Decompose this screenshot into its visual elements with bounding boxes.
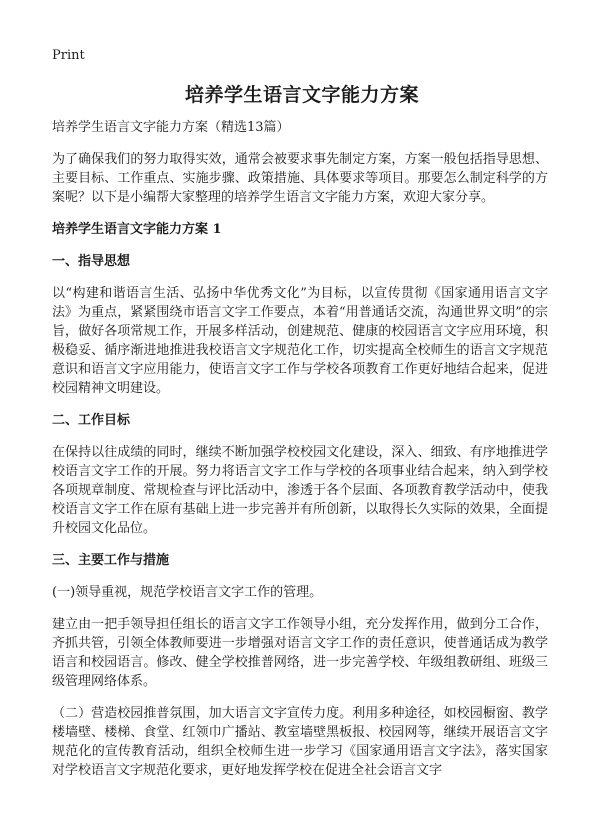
section-title: 培养学生语言文字能力方案 1 xyxy=(52,222,222,237)
heading-work-goals: 二、工作目标 xyxy=(52,413,131,428)
paragraph-leadership-detail: 建立由一把手领导担任组长的语言文字工作领导小组，充分发挥作用，做到分工合作，齐抓共管，引领全体教师要进一步增强对语言文字工作的责任意识，使普通话成为教学语言和校园语言。修改、健全学校推普网络，进一步完善学校、年级组教研组、班级三级管理网络体系。 xyxy=(52,617,548,689)
subtitle: 培养学生语言文字能力方案（精选13篇） xyxy=(52,120,290,135)
print-button[interactable]: Print xyxy=(52,48,85,63)
intro-paragraph: 为了确保我们的努力取得实效，通常会被要求事先制定方案，方案一般包括指导思想、主要目标、工作重点、实施步骤、政策措施、具体要求等项目。那要怎么制定科学的方案呢？以下是小编帮大家整理的培养学生语言文字能力方案，欢迎大家分享。 xyxy=(52,152,548,205)
heading-main-work: 三、主要工作与措施 xyxy=(52,553,170,568)
paragraph-work-goals: 在保持以往成绩的同时，继续不断加强学校校园文化建设，深入、细致、有序地推进学校语言文字工作的开展。努力将语言文字工作与学校的各项事业结合起来，纳入到学校各项规章制度、常规检查与评比活动中，渗透于各个层面、各项教育教学活动中，使我校语言文字工作在原有基础上进一步完善并有所创新，以取得长久实际的效果，全面提升校园文化品位。 xyxy=(52,445,548,536)
paragraph-guiding-ideology: 以“构建和谐语言生活、弘扬中华优秀文化”为目标，以宣传贯彻《国家通用语言文字法》为重点，紧紧围绕市语言文字工作要点，本着“用普通话交流，沟通世界文明”的宗旨，做好各项常规工作，开展多样活动，创建规范、健康的校园语言文字应用环境，积极稳妥、循序渐进地推进我校语言文字规范化工作，切实提高全校师生的语言文字规范意识和语言文字应用能力，使语言文字工作与学校各项教育工作更好地结合起来，促进校园精神文明建设。 xyxy=(52,286,548,396)
paragraph-atmosphere: （二）营造校园推普氛围，加大语言文字宣传力度。利用多种途径，如校园橱窗、教学楼墙壁、楼梯、食堂、红领巾广播站、教室墙壁黑板报、校园网等，继续开展语言文字规范化的宣传教育活动，组织全校师生进一步学习《国家通用语言文字法》，落实国家对学校语言文字规范化要求，更好地发挥学校在促进全社会语言文字 xyxy=(52,706,548,778)
paragraph-leadership: (一)领导重视，规范学校语言文字工作的管理。 xyxy=(52,585,323,600)
article-body xyxy=(52,118,548,793)
page-title: 培养学生语言文字能力方案 xyxy=(184,84,419,106)
heading-guiding-ideology: 一、指导思想 xyxy=(52,254,131,269)
